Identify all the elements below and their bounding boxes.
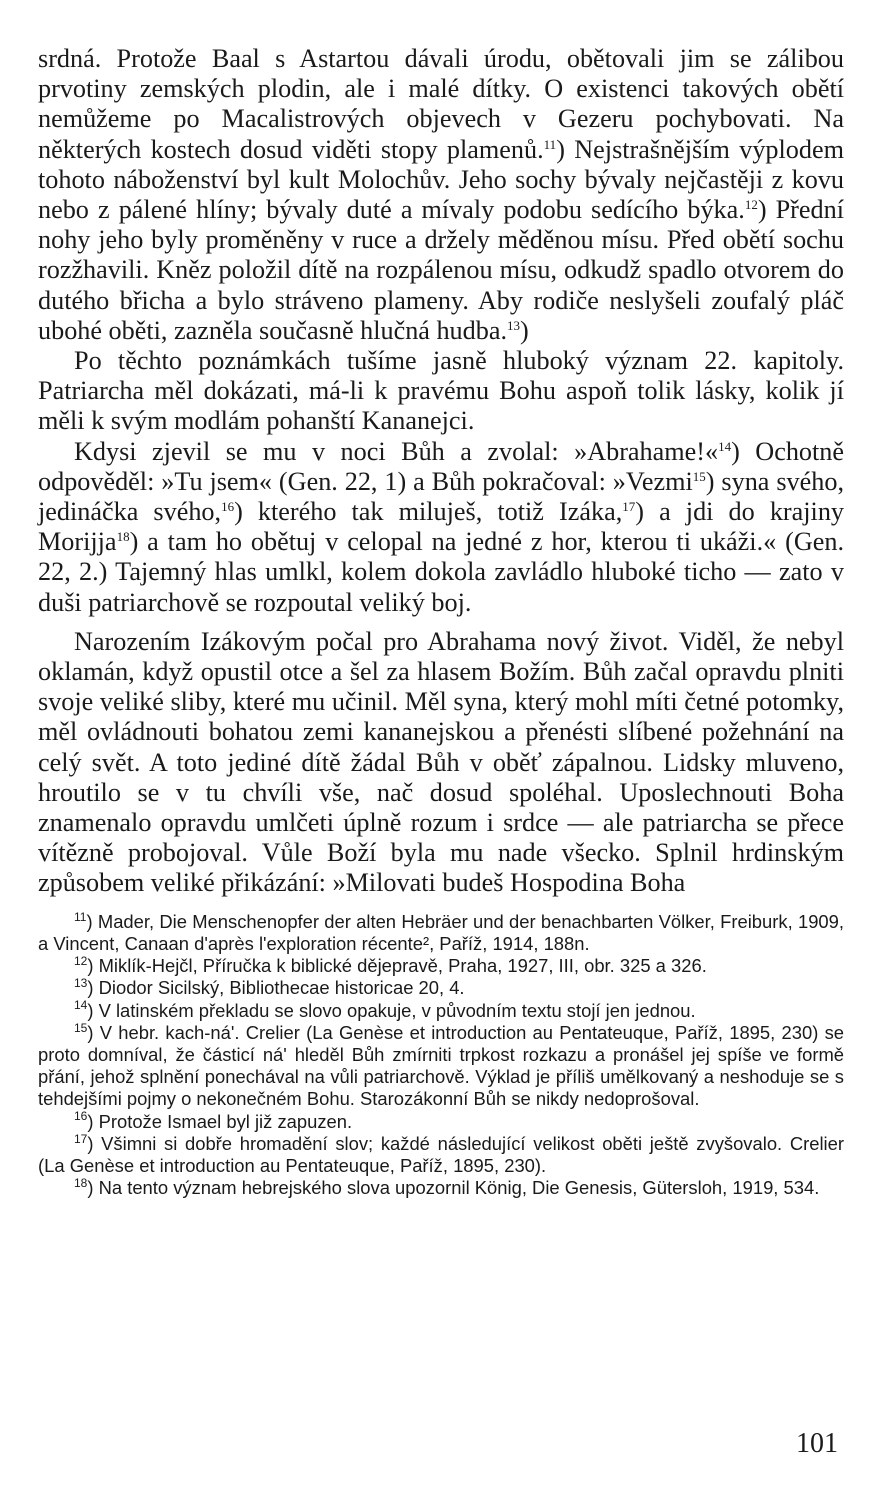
footnote: [38, 911, 844, 955]
footnote-number: 15: [74, 1020, 88, 1035]
footnote-text: ) Protože Ismael byl již zapuzen.: [87, 1110, 353, 1132]
footnote: [38, 1177, 844, 1199]
footnote-number: 16: [74, 1109, 88, 1124]
paragraph-text: srdná. Protože Baal s Astartou dávali úrodu, obětovali jim se zálibou prvotiny zemských plodin, ale i malé dítky. O existenci takových obětí nemůžeme po Macalistrových objevech v Gezeru pochybovati. Na některých kostech dosud viděti stopy plamenů.: [38, 44, 844, 164]
footnote-text: ) V hebr. kach-ná'. Crelier (La Genèse et introduction au Pentateuque, Paříž, 1895, 230) se proto domníval, že částicí ná' hleděl Bůh zmírniti trpkost rozkazu a pronášel jej spíše ve formě přání, jehož splnění ponechával na vůli patriarchově. Výklad je příliš umělkovaný a neshoduje se s tehdejšími pojmy o nekonečném Bohu. Starozákonní Bůh se nikdy nedoprošoval.: [38, 1021, 844, 1110]
footnote: [38, 1000, 844, 1022]
footnote-number: 18: [74, 1175, 88, 1190]
paragraph-text: Po těchto poznámkách tušíme jasně hluboký význam 22. kapitoly. Patriarcha měl dokázati, má-li k pravému Bohu aspoň tolik lásky, kolik jí měli k svým modlám pohanští Kananejci.: [38, 346, 844, 436]
body-paragraph: [38, 346, 844, 437]
body-text: [38, 44, 844, 899]
footnote-number: 11: [74, 909, 87, 924]
footnote: [38, 1111, 844, 1133]
footnote: [38, 955, 844, 977]
paragraph-text: ) Přední nohy jeho byly proměněny v ruce a držely měděnou mísu. Před obětí sochu rozžhavili. Kněz položil dítě na rozpálenou mísu, odkudž spadlo otvorem do dutého břicha a bylo stráveno plameny. Aby rodiče neslyšeli zoufalý pláč ubohé oběti, zazněla současně hlučná hudba.: [38, 195, 844, 345]
footnotes: [38, 911, 844, 1200]
footnote: [38, 1133, 844, 1177]
paragraph-text: ) kterého tak miluješ, totiž Izáka,: [234, 497, 623, 527]
footnote-text: ) Miklík-Hejčl, Příručka k biblické dějepravě, Praha, 1927, III, obr. 325 a 326.: [87, 955, 707, 977]
footnote-text: ) V latinském překladu se slovo opakuje, v původním textu stojí jen jednou.: [87, 999, 696, 1021]
paragraph-text: ) a tam ho obětuj v celopal na jedné z hor, kterou ti ukáži.« (Gen. 22, 2.) Tajemný hlas umlkl, kolem dokola zavládlo hluboké ticho — zato v duši patriarchově se rozpoutal veliký boj.: [38, 527, 844, 617]
footnote-text: ) Mader, Die Menschenopfer der alten Hebräer und der benachbarten Völker, Freiburk, 1909, a Vincent, Canaan d'après l'exploration récente², Paříž, 1914, 188n.: [38, 910, 844, 954]
footnote-text: ) Diodor Sicilský, Bibliothecae historicae 20, 4.: [87, 977, 465, 999]
footnote-reference: 13: [507, 317, 521, 333]
paragraph-text: ) a jdi do krajiny Morijja: [38, 497, 845, 557]
paragraph-text: ) syna svého, jedináčka svého,: [38, 466, 844, 527]
footnote-number: 17: [74, 1131, 88, 1146]
footnote-reference: 12: [744, 196, 758, 212]
paragraph-text: ) Ochotně odpověděl: »Tu jsem« (Gen. 22, 1) a Bůh pokračoval: »Vezmi: [38, 436, 845, 496]
footnote-reference: 14: [718, 438, 732, 454]
footnote-number: 14: [74, 998, 88, 1013]
paragraph-text: ): [520, 315, 529, 345]
footnote: [38, 977, 844, 999]
footnote-text: ) Na tento význam hebrejského slova upozornil König, Die Genesis, Gütersloh, 1919, 534.: [87, 1177, 820, 1199]
footnote-reference: 16: [221, 498, 235, 514]
footnote-reference: 15: [692, 468, 706, 484]
footnote: [38, 1022, 844, 1111]
paragraph-text: ) Nejstrašnějším výplodem tohoto náboženství byl kult Molochův. Jeho sochy bývaly nejčastěji z kovu nebo z pálené hlíny; bývaly duté a mívaly podobu sedícího býka.: [38, 134, 844, 225]
footnote-reference: 17: [622, 498, 636, 514]
footnote-number: 13: [74, 976, 88, 991]
footnote-number: 12: [74, 953, 88, 968]
footnote-text: ) Všimni si dobře hromadění slov; každé následující velikost oběti ještě zvyšovalo. Crelier (La Genèse et introduction au Pentateuque, Paříž, 1895, 230).: [38, 1132, 844, 1176]
footnote-reference: 11: [543, 136, 557, 152]
body-paragraph: [38, 627, 844, 899]
footnote-reference: 18: [116, 529, 130, 545]
book-page: [38, 44, 844, 1199]
paragraph-text: Narozením Izákovým počal pro Abrahama nový život. Viděl, že nebyl oklamán, když opustil otce a šel za hlasem Božím. Bůh začal opravdu plniti svoje veliké sliby, které mu učinil. Měl syna, který mohl míti četné potomky, měl ovládnouti bohatou zemi kananejskou a přenésti slíbené požehnání na celý svět. A toto jediné dítě žádal Bůh v oběť zápalnou. Lidsky mluveno, hroutilo se v tu chvíli vše, nač dosud spoléhal. Uposlechnouti Boha znamenalo opravdu umlčeti úplně rozum i srdce — ale patriarcha se přece vítězně probojoval. Vůle Boží byla mu nade všecko. Splnil hrdinským způsobem veliké přikázání: »Milovati budeš Hospodina Boha: [38, 626, 844, 898]
page-number: 101: [796, 1428, 838, 1459]
body-paragraph: [38, 44, 844, 346]
paragraph-text: Kdysi zjevil se mu v noci Bůh a zvolal: »Abrahame!«: [74, 436, 719, 466]
body-paragraph: [38, 437, 844, 618]
